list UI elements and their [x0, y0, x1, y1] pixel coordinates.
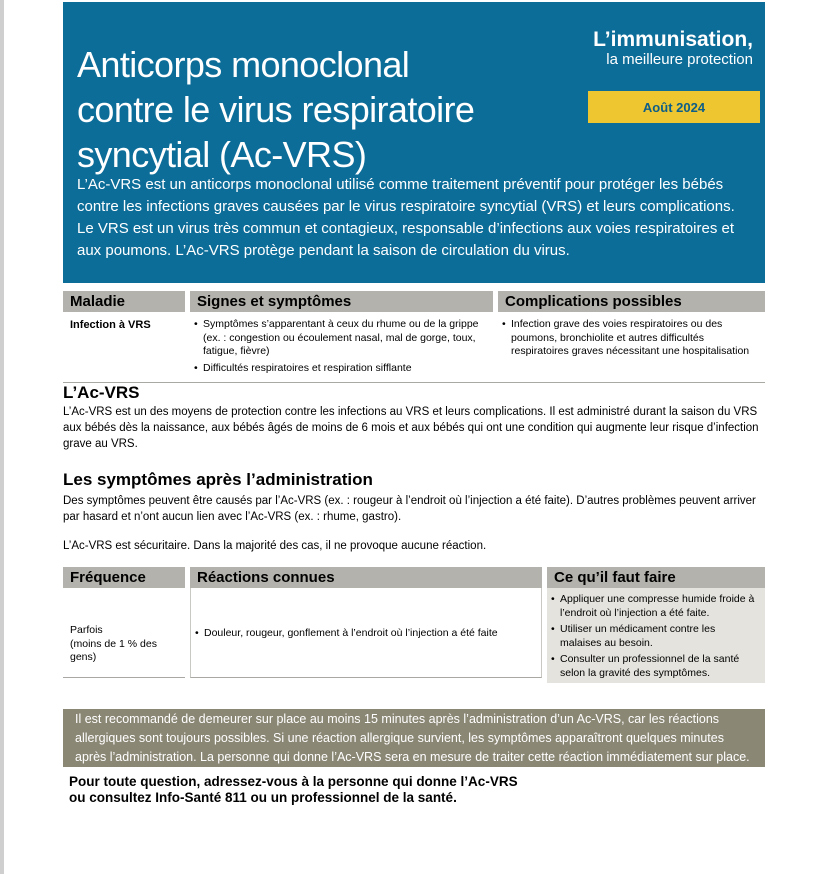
column-header-maladie: Maladie	[63, 291, 185, 312]
immunisation-tagline	[593, 28, 753, 68]
tagline-line2: la meilleure protection	[606, 51, 753, 68]
advisory-callout	[63, 709, 765, 767]
disease-table-header	[63, 291, 765, 312]
section-acvrs-body: L’Ac-VRS est un des moyens de protection contre les infections au VRS et leurs complications. Il est administré durant la saison du VRS aux bébés dès la naissance, aux bébés âgés de moins de 6 mois et aux bébés qui ont une condition qui augmente leur risque d’infection grave au VRS.	[63, 406, 759, 450]
advisory-text: Il est recommandé de demeurer sur place au moins 15 minutes après l’administration d’un Ac-VRS, car les réactions allergiques sont toujours possibles. Si une réaction allergique survient, les symptômes apparaîtront quelques minutes après l’administration. La personne qui donne l’Ac-VRS sera en mesure de traiter cette réaction immédiatement sur place.	[75, 711, 750, 764]
symptoms-paragraph-2: L’Ac-VRS est sécuritaire. Dans la majorité des cas, il ne provoque aucune réaction.	[63, 540, 487, 552]
disease-table-row	[63, 312, 765, 383]
reaction-table-row	[63, 588, 765, 683]
frequency-cell	[63, 588, 185, 678]
reactions-cell	[190, 588, 542, 678]
page-left-edge	[0, 0, 4, 874]
page-title	[77, 42, 474, 177]
tagline-line1: L’immunisation,	[593, 28, 753, 51]
column-header-signes: Signes et symptômes	[190, 291, 493, 312]
signs-list	[190, 312, 493, 375]
reaction-table	[63, 567, 765, 683]
reaction-table-header	[63, 567, 765, 588]
column-header-quoi-faire: Ce qu’il faut faire	[547, 567, 765, 588]
intro-paragraph: L’Ac-VRS est un anticorps monoclonal utilisé comme traitement préventif pour protéger les bébés contre les infections graves causées par le virus respiratoire syncytial (VRS) et leurs complications. Le VRS est un virus très commun et contagieux, responsable d’infections aux voies respiratoires et aux poumons. L’Ac-VRS protège pendant la saison de circulation du virus.	[77, 176, 735, 259]
page-title-line1: Anticorps monoclonal	[77, 44, 410, 86]
complications-cell	[498, 312, 765, 378]
page-title-line3: syncytial (Ac-VRS)	[77, 134, 367, 176]
footer-line2: ou consultez Info-Santé 811 ou un professionnel de la santé.	[69, 790, 457, 805]
footer-line1: Pour toute question, adressez-vous à la personne qui donne l’Ac-VRS	[69, 774, 518, 789]
disease-name: Infection à VRS	[70, 319, 151, 331]
column-header-complications: Complications possibles	[498, 291, 765, 312]
frequency-detail: (moins de 1 % des gens)	[70, 637, 157, 663]
actions-list	[547, 588, 765, 680]
bullet-item: • Douleur, rougeur, gonflement à l’endroit où l’injection a été faite	[193, 627, 498, 641]
column-header-reactions: Réactions connues	[190, 567, 542, 588]
reactions-list	[191, 621, 504, 644]
symptoms-paragraph-1: Des symptômes peuvent être causés par l’Ac-VRS (ex. : rougeur à l’endroit où l’injection a été faite). D’autres problèmes peuvent arriver par hasard et n’ont aucun lien avec l’Ac-VRS (ex. : rhume, gastro).	[63, 495, 756, 523]
bullet-item: • Infection grave des voies respiratoires ou des poumons, bronchiolite et autres difficultés respiratoires graves nécessitant une hospitalisation	[500, 318, 759, 359]
bullet-item: • Difficultés respiratoires et respiration sifflante	[192, 362, 487, 376]
hero-banner	[63, 2, 765, 283]
footer-note	[69, 774, 518, 806]
complications-list	[498, 312, 765, 359]
actions-cell	[547, 588, 765, 683]
page-title-line2: contre le virus respiratoire	[77, 89, 475, 131]
bullet-item: • Utiliser un médicament contre les malaises au besoin.	[549, 623, 759, 650]
disease-table	[63, 291, 765, 383]
frequency-value: Parfois	[70, 624, 103, 636]
signs-cell	[190, 312, 493, 378]
bullet-item: • Appliquer une compresse humide froide à l’endroit où l’injection a été faite.	[549, 593, 759, 620]
bullet-item: • Symptômes s’apparentant à ceux du rhume ou de la grippe (ex. : congestion ou écoulement nasal, mal de gorge, toux, fatigue, fièvre)	[192, 318, 487, 359]
date-badge: Août 2024	[588, 91, 760, 123]
section-title-symptoms: Les symptômes après l’administration	[63, 470, 373, 489]
section-title-acvrs: L’Ac-VRS	[63, 383, 140, 402]
column-header-frequence: Fréquence	[63, 567, 185, 588]
bullet-item: • Consulter un professionnel de la santé selon la gravité des symptômes.	[549, 653, 759, 680]
